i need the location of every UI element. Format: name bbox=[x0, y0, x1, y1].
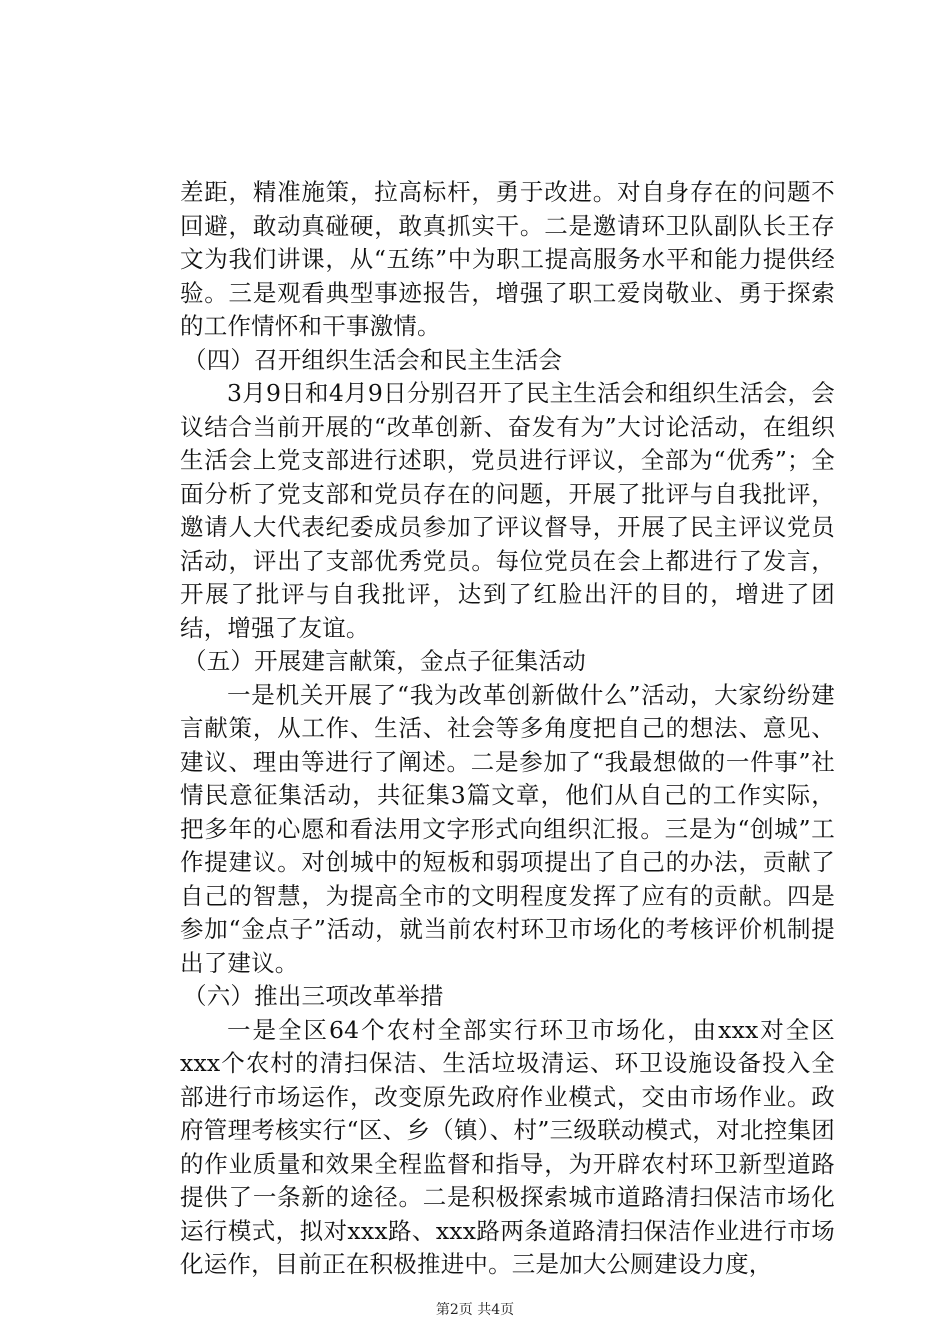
body-paragraph: 3月9日和4月9日分别召开了民主生活会和组织生活会，会议结合当前开展的“改革创新、奋发有为”大讨论活动，在组织生活会上党支部进行述职，党员进行评议，全部为“优秀”；全面分析了党支部和党员存在的问题，开展了批评与自我批评，邀请人大代表纪委成员参加了评议督导，开展了民主评议党员活动，评出了支部优秀党员。每位党员在会上都进行了发言，开展了批评与自我批评，达到了红脸出汗的目的，增进了团结，增强了友谊。 bbox=[180, 379, 835, 642]
section-heading-6: （六）推出三项改革举措 bbox=[183, 982, 444, 1010]
section-heading-4: （四）召开组织生活会和民主生活会 bbox=[183, 345, 563, 374]
body-paragraph: 差距，精准施策，拉高标杆，勇于改进。对自身存在的问题不回避，敢动真碰硬，敢真抓实干。二是邀请环卫队副队长王存文为我们讲课，从“五练”中为职工提高服务水平和能力提供经验。三是观看典型事迹报告，增强了职工爱岗敬业、勇于探索的工作情怀和干事激情。 bbox=[180, 178, 835, 340]
body-paragraph: 一是机关开展了“我为改革创新做什么”活动，大家纷纷建言献策，从工作、生活、社会等多角度把自己的想法、意见、建议、理由等进行了阐述。二是参加了“我最想做的一件事”社情民意征集活动，共征集3篇文章，他们从自己的工作实际，把多年的心愿和看法用文字形式向组织汇报。三是为“创城”工作提建议。对创城中的短板和弱项提出了自己的办法，贡献了自己的智慧，为提高全市的文明程度发挥了应有的贡献。四是参加“金点子”活动，就当前农村环卫市场化的考核评价机制提出了建议。 bbox=[180, 680, 835, 977]
section-heading-5: （五）开展建言献策，金点子征集活动 bbox=[183, 647, 586, 675]
document-body bbox=[180, 176, 835, 1282]
page-footer: 第2页 共4页 bbox=[435, 1302, 515, 1318]
body-paragraph: 一是全区64个农村全部实行环卫市场化，由xxx对全区xxx个农村的清扫保洁、生活垃圾清运、环卫设施设备投入全部进行市场运作，改变原先政府作业模式，交由市场作业。政府管理考核实行“区、乡（镇）、村”三级联动模式，对北控集团的作业质量和效果全程监督和指导，为开辟农村环卫新型道路提供了一条新的途径。二是积极探索城市道路清扫保洁市场化运行模式，拟对xxx路、xxx路两条道路清扫保洁作业进行市场化运作，目前正在积极推进中。三是加大公厕建设力度， bbox=[180, 1015, 835, 1278]
